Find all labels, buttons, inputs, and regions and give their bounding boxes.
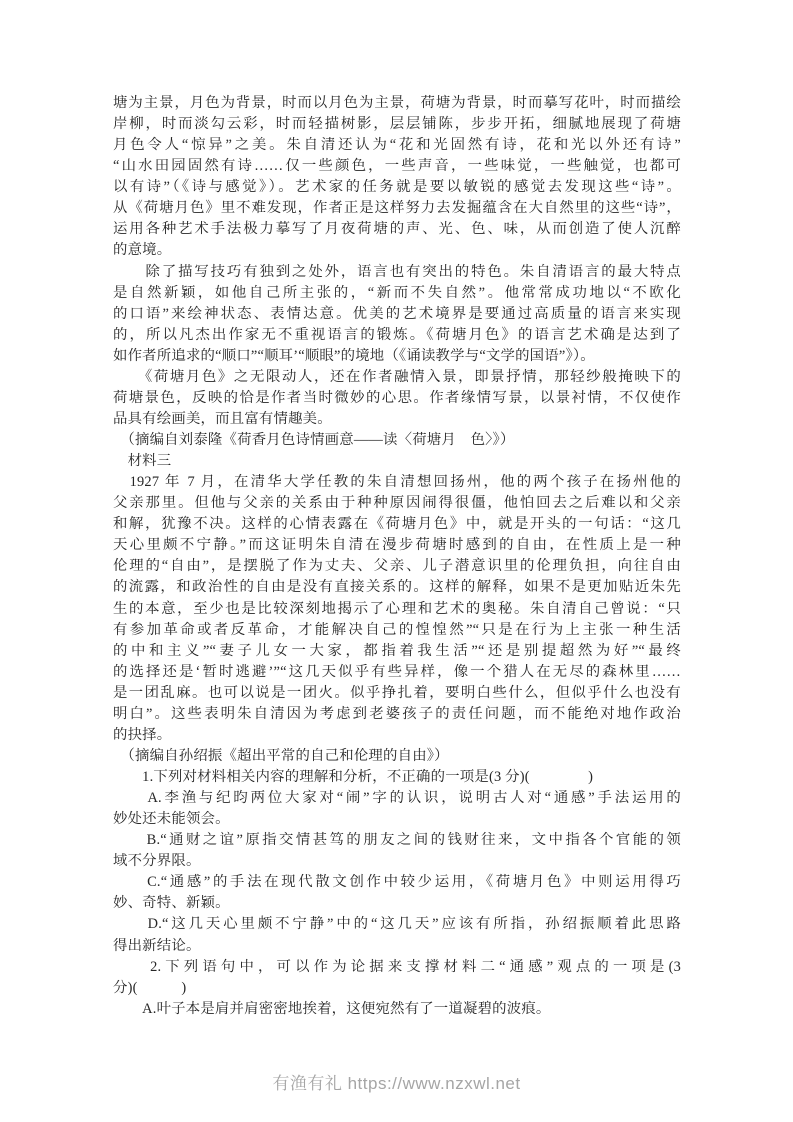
text-line: “山水田园固然有诗……仅一些颜色，一些声音，一些味觉，一些触觉，也都可 xyxy=(113,158,681,175)
text-line: 运用各种艺术手法极力摹写了月夜荷塘的声、光、色、味，从而创造了使人沉醉 xyxy=(113,221,681,238)
text-line: 材料三 xyxy=(113,453,172,470)
text-line: 2.下列语句中，可以作为论据来支撑材料二“通感”观点的一项是(3 xyxy=(113,958,681,975)
text-line: 分)( ) xyxy=(113,979,187,996)
text-line: 的中和主义”“妻子儿女一大家，都指着我生活”“还是别提超然为好”“最终 xyxy=(113,642,681,659)
text-line: 得出新结论。 xyxy=(113,937,201,954)
text-line: （摘编自刘泰隆《荷香月色诗情画意——读〈荷塘月 色〉》） xyxy=(113,432,515,448)
text-line: 以有诗”（《诗与感觉》）。艺术家的任务就是要以敏锐的感觉去发现这些“诗”。 xyxy=(113,179,681,196)
text-line: 品具有绘画美，而且富有情趣美。 xyxy=(113,410,332,427)
text-line: 的，所以凡杰出作家无不重视语言的锻炼。《荷塘月色》的语言艺术确是达到了 xyxy=(113,326,681,343)
text-line: 父亲那里。但他与父亲的关系由于种种原因闹得很僵，他怕回去之后难以和父亲 xyxy=(113,495,681,512)
text-line: 和解，犹豫不决。这样的心情表露在《荷塘月色》中，就是开头的一句话：“这几 xyxy=(113,516,681,533)
text-line: 的选择还是‘暂时逃避’”“这几天似乎有些异样，像一个猎人在无尽的森林里…… xyxy=(113,663,681,680)
text-line: 有参加革命或者反革命，才能解决自己的惶惶然”“只是在行为上主张一种生活 xyxy=(113,621,681,638)
text-line: 除了描写技巧有独到之处外，语言也有突出的特色。朱自清语言的最大特点 xyxy=(113,263,681,280)
footer-watermark: 有渔有礼 https://www.nzxwl.net xyxy=(272,1074,521,1093)
text-line: 1927 年 7 月，在清华大学任教的朱自清想回扬州，他的两个孩子在扬州他的 xyxy=(113,474,681,491)
text-line: 岸柳，时而淡勾云彩，时而轻描树影，层层铺陈，步步开拓，细腻地展现了荷塘 xyxy=(113,116,681,133)
text-line: A.李渔与纪昀两位大家对“闹”字的认识，说明古人对“通感”手法运用的 xyxy=(113,790,681,807)
text-line: 妙处还未能领会。 xyxy=(113,811,230,828)
text-line: 妙、奇特、新颖。 xyxy=(113,895,230,912)
text-line: 《荷塘月色》之无限动人，还在作者融情入景，即景抒情，那轻纱般掩映下的 xyxy=(113,368,681,385)
text-line: 明白”。这些表明朱自清因为考虑到老婆孩子的责任问题，而不能绝对地作政治 xyxy=(113,705,681,722)
text-line: 的流露，和政治性的自由是没有直接关系的。这样的解释，如果不是更加贴近朱先 xyxy=(113,579,681,596)
text-line: 塘为主景，月色为背景，时而以月色为主景，荷塘为背景，时而摹写花叶，时而描绘 xyxy=(113,95,681,111)
text-line: 如作者所追求的“顺口”“顺耳’“顺眼”的境地（《诵读教学与“文学的国语”》）。 xyxy=(113,347,595,364)
text-line: B.“通财之谊”原指交情甚笃的朋友之间的钱财往来，文中指各个官能的领 xyxy=(113,832,681,849)
text-line: 天心里颇不宁静。”而这证明朱自清在漫步荷塘时感到的自由，在性质上是一种 xyxy=(113,537,681,554)
text-line: 荷塘景色，反映的恰是作者当时微妙的心思。作者缘情写景，以景衬情，不仅使作 xyxy=(113,389,681,406)
text-line: 的口语”来绘神状态、表情达意。优美的艺术境界是要通过高质量的语言来实现 xyxy=(113,305,681,322)
text-line: 月色令人“惊异”之美。朱自清还认为“花和光固然有诗，花和光以外还有诗” xyxy=(113,137,681,154)
text-line: A.叶子本是肩并肩密密地挨着，这便宛然有了一道凝碧的波痕。 xyxy=(113,1000,551,1017)
text-line: 从《荷塘月色》里不难发现，作者正是这样努力去发掘蕴含在大自然里的这些“诗”， xyxy=(113,200,681,217)
text-line: 是一团乱麻。也可以说是一团火。似乎挣扎着，要明白些什么，但似乎什么也没有 xyxy=(113,684,681,701)
text-line: （摘编自孙绍振《超出平常的自己和伦理的自由》） xyxy=(113,747,449,764)
text-line: C.“通感”的手法在现代散文创作中较少运用，《荷塘月色》中则运用得巧 xyxy=(113,874,681,891)
text-line: 域不分界限。 xyxy=(113,853,201,870)
text-line: D.“这几天心里颇不宁静”中的“这几天”应该有所指，孙绍振顺着此思路 xyxy=(113,916,681,933)
text-line: 的意境。 xyxy=(113,242,172,259)
text-line: 的抉择。 xyxy=(113,726,172,743)
text-line: 是自然新颖，如他自己所主张的，“新而不失自然”。他常常成功地以“不欧化 xyxy=(113,284,681,301)
text-line: 伦理的“自由”，是摆脱了作为丈夫、父亲、儿子潜意识里的伦理负担，向往自由 xyxy=(113,558,681,575)
document-body xyxy=(113,93,681,1020)
text-line: 1.下列对材料相关内容的理解和分析，不正确的一项是(3 分)( ) xyxy=(113,769,594,785)
text-line: 生的本意，至少也是比较深刻地揭示了心理和艺术的奥秘。朱自清自己曾说：“只 xyxy=(113,600,681,617)
